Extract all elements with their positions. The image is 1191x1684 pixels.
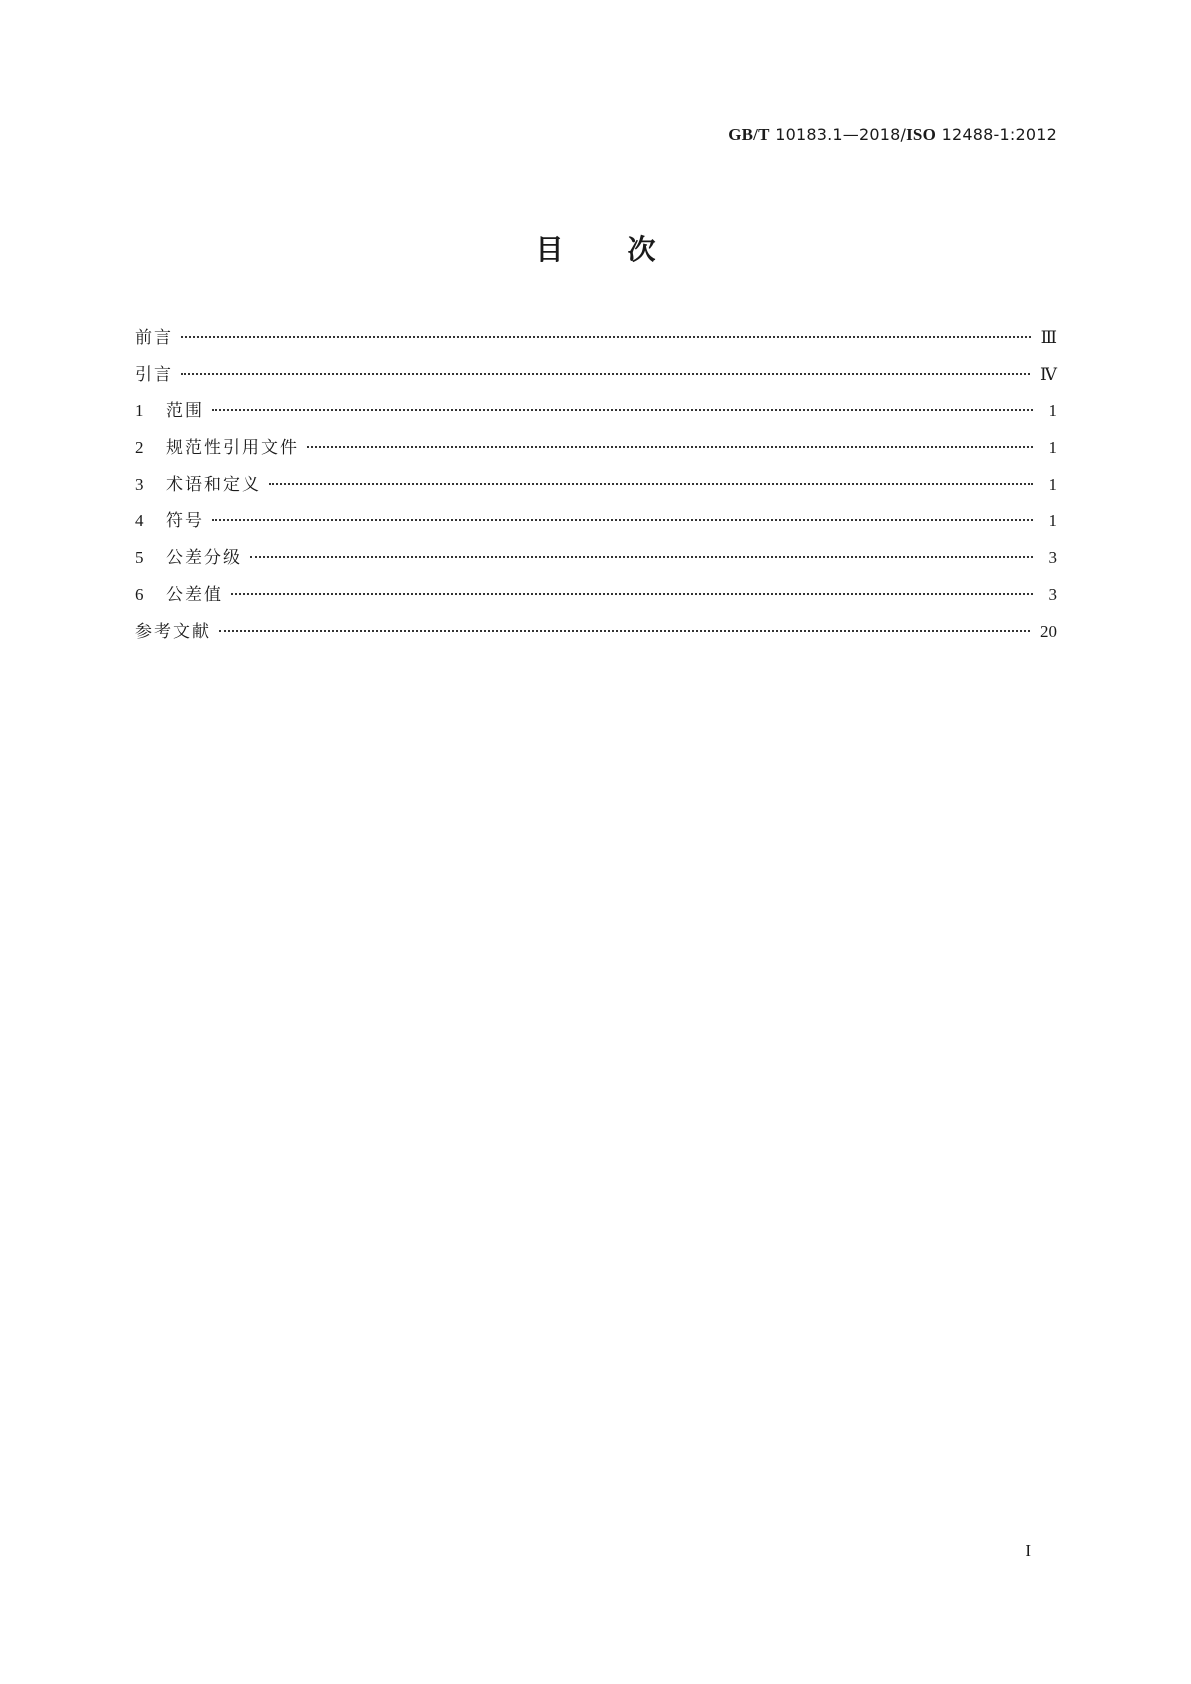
- toc-entry-label: 规范性引用文件: [166, 438, 299, 459]
- toc-entry[interactable]: [135, 548, 1057, 585]
- toc-entry-number: 2: [135, 438, 144, 458]
- toc-entry-page: 1: [1048, 474, 1057, 494]
- toc-entry-page: 20: [1040, 621, 1057, 641]
- toc-entry-label: 公差分级: [166, 548, 242, 569]
- toc-entry-page: 3: [1048, 584, 1057, 604]
- toc-dot-leader: [307, 446, 1033, 448]
- toc-entry-label: 公差值: [166, 584, 223, 605]
- toc-entry-label: 前言: [135, 328, 173, 348]
- standard-code-header: [728, 125, 1057, 145]
- toc-entry-label: 引言: [135, 364, 173, 385]
- toc-dot-leader: [212, 409, 1033, 411]
- toc-entry[interactable]: [135, 365, 1057, 402]
- toc-dot-leader: [231, 593, 1033, 595]
- toc-entry[interactable]: [135, 585, 1057, 622]
- toc-entry-label: 参考文献: [135, 621, 211, 642]
- toc-entry-page: Ⅲ: [1040, 328, 1057, 347]
- iso-number: 12488-1:2012: [941, 125, 1057, 144]
- toc-entry-page: 1: [1048, 401, 1057, 421]
- toc-dot-leader: [269, 483, 1033, 485]
- page-title: 目次: [535, 233, 720, 266]
- toc-dot-leader: [250, 556, 1033, 558]
- toc-entry[interactable]: [135, 622, 1057, 659]
- toc-entry-label: 术语和定义: [166, 474, 261, 495]
- toc-entry-label: 范围: [166, 401, 204, 422]
- toc-dot-leader: [181, 336, 1031, 338]
- toc-entry-number: 6: [135, 584, 144, 604]
- toc-entry[interactable]: [135, 475, 1057, 512]
- toc-dot-leader: [212, 519, 1033, 521]
- toc-dot-leader: [219, 630, 1030, 632]
- std-number: 10183.1—2018/: [775, 125, 907, 144]
- toc-entry-page: 3: [1048, 548, 1057, 568]
- toc-entry-number: 1: [135, 401, 144, 421]
- toc-entry[interactable]: [135, 401, 1057, 438]
- toc-entry[interactable]: [135, 328, 1057, 365]
- iso-prefix: ISO: [906, 125, 937, 144]
- toc-entry-page: 1: [1048, 511, 1057, 531]
- toc-entry-number: 5: [135, 548, 144, 568]
- toc-entry[interactable]: [135, 511, 1057, 548]
- toc-entry-label: 符号: [166, 511, 204, 532]
- toc-entry-page: 1: [1048, 438, 1057, 458]
- toc-entry-page: Ⅳ: [1040, 364, 1057, 384]
- std-prefix: GB/T: [728, 125, 770, 144]
- toc-entry-number: 3: [135, 474, 144, 494]
- toc-dot-leader: [181, 373, 1030, 375]
- toc-entry-number: 4: [135, 511, 144, 531]
- toc-entry[interactable]: [135, 438, 1057, 475]
- page-number: I: [1025, 1541, 1031, 1560]
- table-of-contents: [135, 328, 1057, 658]
